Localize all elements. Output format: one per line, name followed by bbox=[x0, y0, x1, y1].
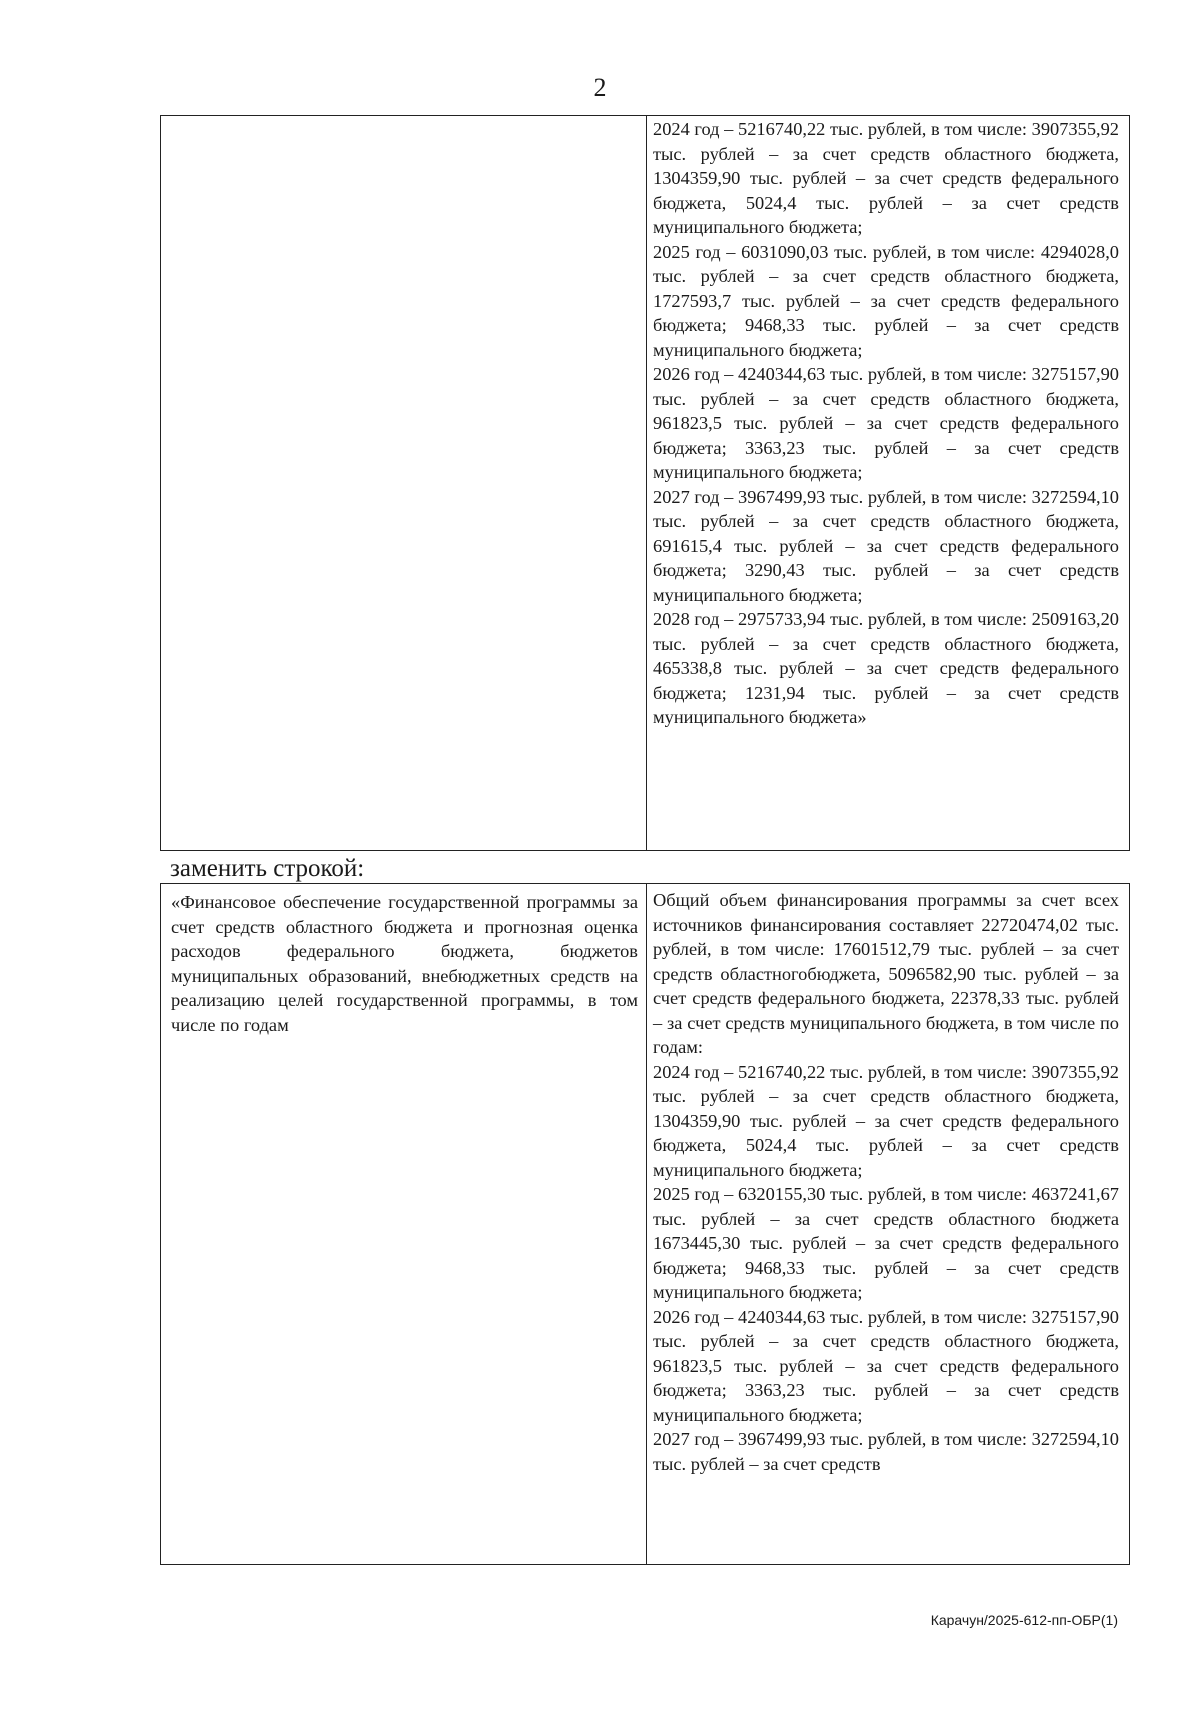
page-number: 2 bbox=[593, 73, 607, 102]
funding-total: Общий объем финансирования программы за счет всех источников финансирования составляет 22720474,02 тыс. рублей, в том числе: 17601512,79 тыс. рублей – за счет средств областногобюджета, 5096582,90 тыс. рублей – за счет средств федерального бюджета, 22378,33 тыс. рублей – за счет средств муниципального бюджета, в том числе по годам: bbox=[653, 890, 1119, 1057]
table-row bbox=[161, 116, 1130, 851]
funding-details-cell bbox=[647, 116, 1130, 851]
funding-table-new-row bbox=[160, 883, 1130, 1565]
funding-table-old-row bbox=[160, 115, 1130, 851]
table-cell-empty bbox=[161, 116, 647, 851]
document-code: Карачун/2025-612-пп-ОБР(1) bbox=[930, 1612, 1118, 1628]
funding-year-2024: 2024 год – 5216740,22 тыс. рублей, в том числе: 3907355,92 тыс. рублей – за счет средств областного бюджета, 1304359,90 тыс. рублей – за счет средств федерального бюджета, 5024,4 тыс. рублей – за счет средств муниципального бюджета; bbox=[653, 119, 1119, 237]
table-row bbox=[161, 884, 1130, 1565]
funding-year-2025: 2025 год – 6320155,30 тыс. рублей, в том числе: 4637241,67 тыс. рублей – за счет средств областного бюджета 1673445,30 тыс. рублей – за счет средств федерального бюджета; 9468,33 тыс. рублей – за счет средств муниципального бюджета; bbox=[653, 1184, 1119, 1302]
row-label bbox=[161, 116, 646, 122]
funding-year-2028: 2028 год – 2975733,94 тыс. рублей, в том числе: 2509163,20 тыс. рублей – за счет средств областного бюджета, 465338,8 тыс. рублей – за счет средств федерального бюджета; 1231,94 тыс. рублей – за счет средств муниципального бюджета» bbox=[653, 609, 1119, 727]
funding-year-2026: 2026 год – 4240344,63 тыс. рублей, в том числе: 3275157,90 тыс. рублей – за счет средств областного бюджета, 961823,5 тыс. рублей – за счет средств федерального бюджета; 3363,23 тыс. рублей – за счет средств муниципального бюджета; bbox=[653, 1306, 1119, 1425]
funding-year-2024: 2024 год – 5216740,22 тыс. рублей, в том числе: 3907355,92 тыс. рублей – за счет средств областного бюджета, 1304359,90 тыс. рублей – за счет средств федерального бюджета, 5024,4 тыс. рублей – за счет средств муниципального бюджета; bbox=[653, 1061, 1119, 1180]
funding-details-cell bbox=[647, 884, 1130, 1565]
replace-instruction: заменить строкой: bbox=[170, 855, 365, 882]
row-label: «Финансовое обеспечение государственной программы за счет средств областного бюджета и прогнозная оценка расходов федерального бюджета, бюджетов муниципальных образований, внебюджетных средств на реализацию целей государственной программы, в том числе по годам bbox=[171, 892, 638, 1035]
funding-year-2027: 2027 год – 3967499,93 тыс. рублей, в том числе: 3272594,10 тыс. рублей – за счет средств областного бюджета, 691615,4 тыс. рублей – за счет средств федерального бюджета; 3290,43 тыс. рублей – за счет средств муниципального бюджета; bbox=[653, 486, 1119, 605]
funding-year-2027: 2027 год – 3967499,93 тыс. рублей, в том числе: 3272594,10 тыс. рублей – за счет средств bbox=[653, 1429, 1119, 1474]
funding-year-2026: 2026 год – 4240344,63 тыс. рублей, в том числе: 3275157,90 тыс. рублей – за счет средств областного бюджета, 961823,5 тыс. рублей – за счет средств федерального бюджета; 3363,23 тыс. рублей – за счет средств муниципального бюджета; bbox=[653, 364, 1119, 482]
row-label-cell bbox=[161, 884, 647, 1565]
funding-year-2025: 2025 год – 6031090,03 тыс. рублей, в том числе: 4294028,0 тыс. рублей – за счет средств областного бюджета, 1727593,7 тыс. рублей – за счет средств федерального бюджета; 9468,33 тыс. рублей – за счет средств муниципального бюджета; bbox=[653, 241, 1119, 360]
